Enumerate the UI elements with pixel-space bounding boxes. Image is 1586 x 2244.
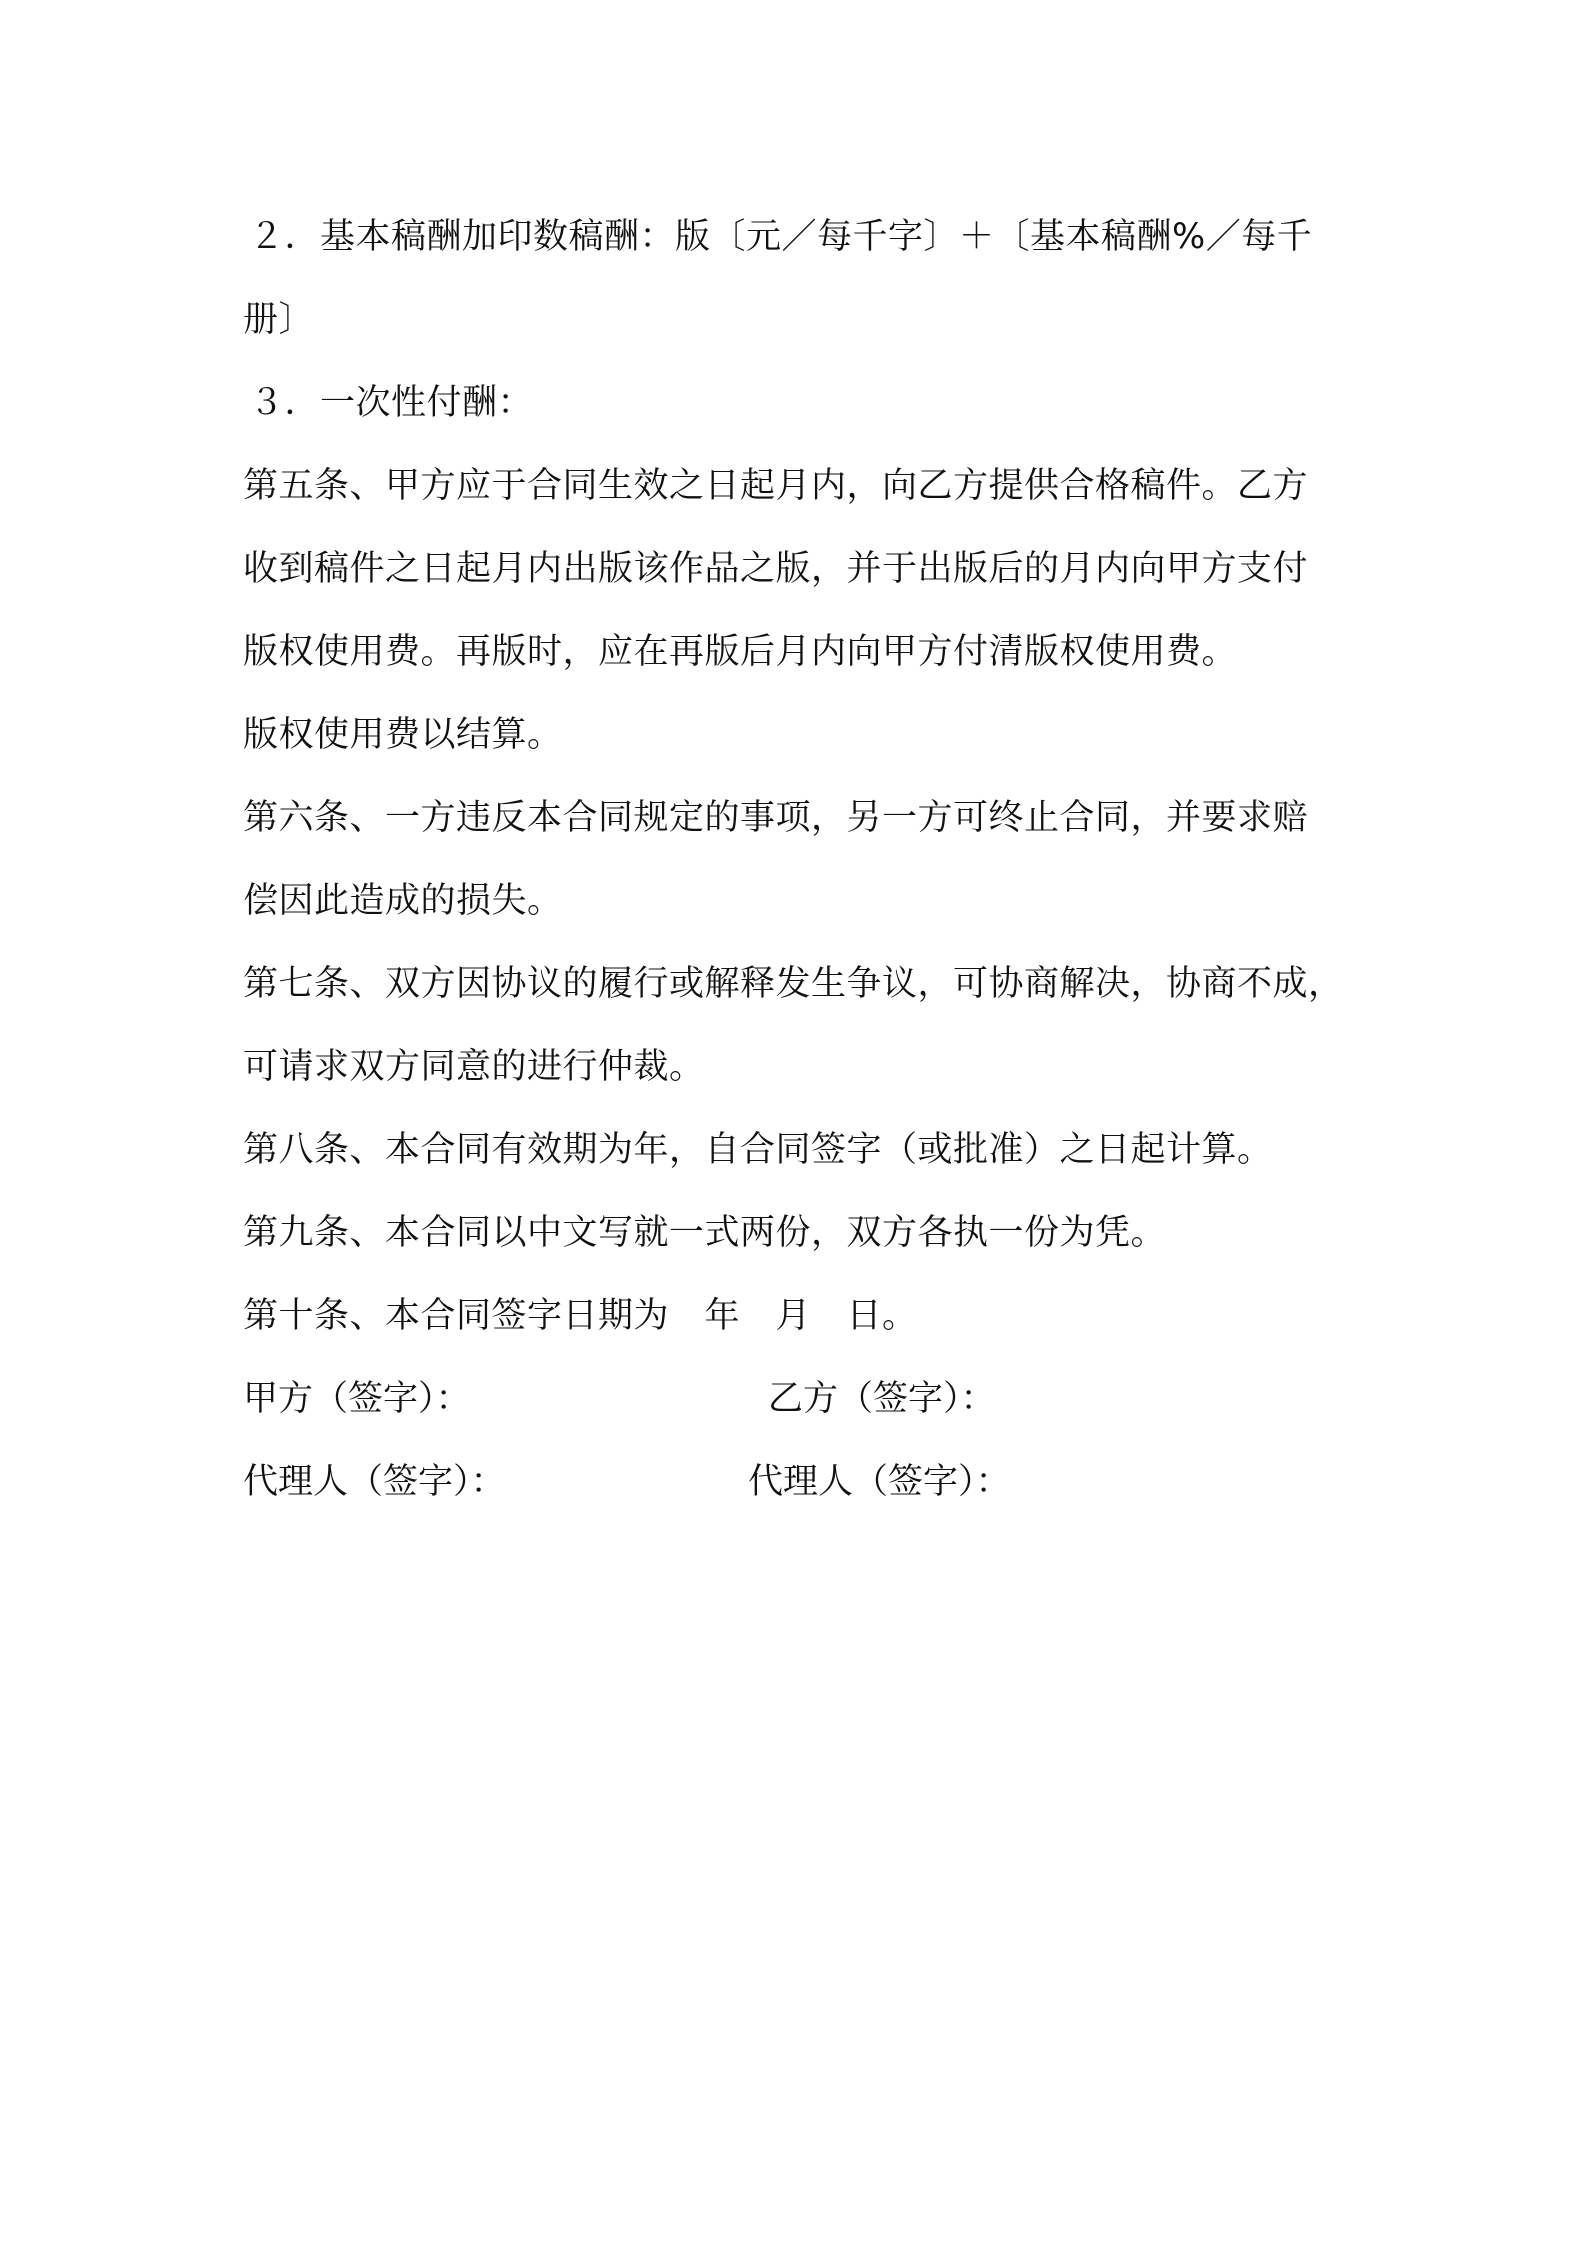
agent-a-signature-label: 代理人（签字）： [243, 1462, 506, 1502]
article-10: 第十条、本合同签字日期为 年 月 日。 [243, 1296, 918, 1336]
article-5-line-2: 收到稿件之日起月内出版该作品之版，并于出版后的月内向甲方支付 [243, 549, 1309, 589]
signature-row-parties [243, 1358, 1363, 1441]
article-6-line-2: 偿因此造成的损失。 [243, 881, 563, 921]
clause-3-lump-sum: ３．一次性付酬： [249, 383, 534, 423]
party-b-signature-label: 乙方（签字）： [768, 1379, 996, 1419]
clause-2-royalty-line-2: 册〕 [243, 300, 315, 340]
article-7-line-1: 第七条、双方因协议的履行或解释发生争议，可协商解决，协商不成， [243, 964, 1344, 1004]
document-body [243, 196, 1363, 1524]
article-6-line-1: 第六条、一方违反本合同规定的事项，另一方可终止合同，并要求赔 [243, 798, 1309, 838]
article-5-line-1: 第五条、甲方应于合同生效之日起月内，向乙方提供合格稿件。乙方 [243, 466, 1309, 506]
article-9: 第九条、本合同以中文写就一式两份，双方各执一份为凭。 [243, 1213, 1167, 1253]
agent-b-signature-label: 代理人（签字）： [748, 1462, 1011, 1502]
article-5-settlement: 版权使用费以结算。 [243, 715, 563, 755]
clause-2-royalty-line-1: ２．基本稿酬加印数稿酬：版〔元／每千字〕＋〔基本稿酬%／每千 [249, 217, 1313, 257]
article-5-line-3: 版权使用费。再版时，应在再版后月内向甲方付清版权使用费。 [243, 632, 1238, 672]
signature-row-agents [243, 1441, 1363, 1524]
article-8: 第八条、本合同有效期为年，自合同签字（或批准）之日起计算。 [243, 1130, 1273, 1170]
party-a-signature-label: 甲方（签字）： [243, 1379, 471, 1419]
article-7-line-2: 可请求双方同意的进行仲裁。 [243, 1047, 705, 1087]
